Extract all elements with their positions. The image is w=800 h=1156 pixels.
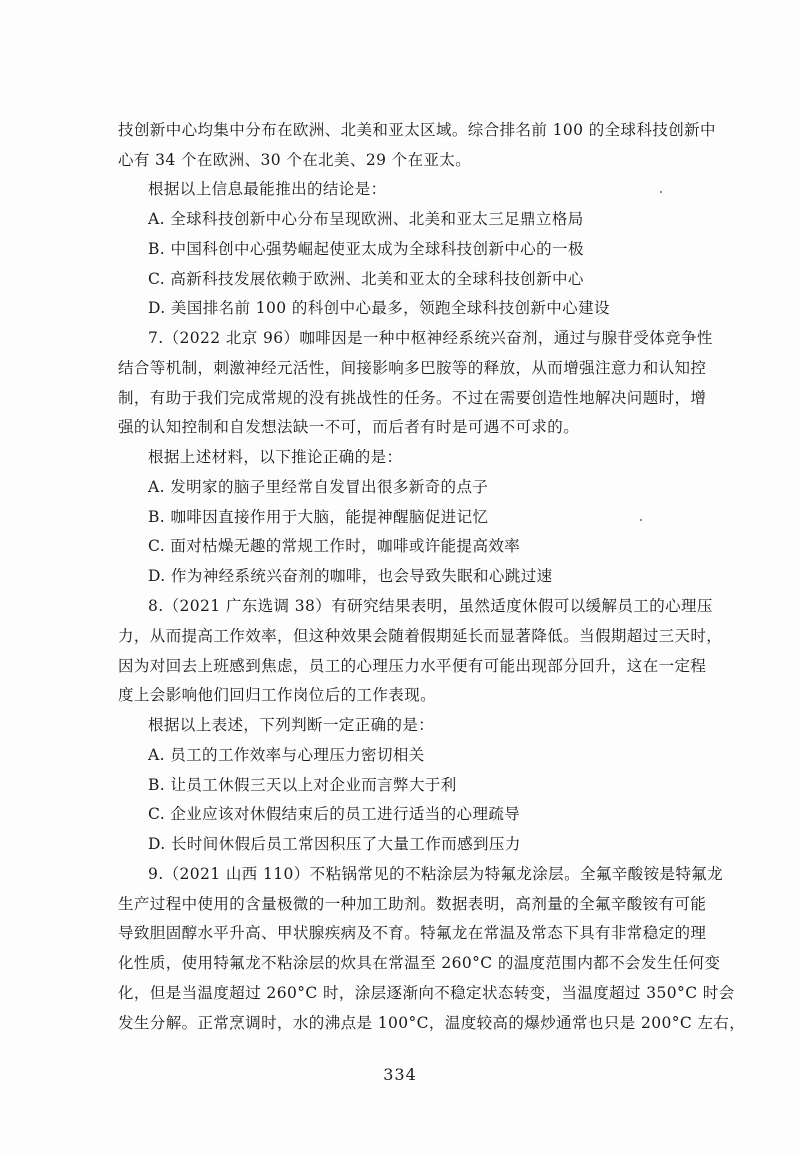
- q6-prompt: 根据以上信息最能推出的结论是：: [148, 180, 387, 198]
- page-number: 334: [383, 1065, 417, 1084]
- q7-option-d: D. 作为神经系统兴奋剂的咖啡，也会导致失眠和心跳过速: [148, 567, 553, 585]
- q7-stem-line-4: 强的认知控制和自发想法缺一不可，而后者有时是可遇不可求的。: [118, 418, 580, 436]
- q7-option-a: A. 发明家的脑子里经常自发冒出很多新奇的点子: [148, 478, 489, 496]
- q6-option-b: B. 中国科创中心强势崛起使亚太成为全球科技创新中心的一极: [148, 240, 584, 258]
- q8-stem-line-4: 度上会影响他们回归工作岗位后的工作表现。: [118, 686, 437, 704]
- q8-option-c: C. 企业应该对休假结束后的员工进行适当的心理疏导: [148, 805, 521, 823]
- q7-option-c: C. 面对枯燥无趣的常规工作时，咖啡或许能提高效率: [148, 537, 521, 555]
- scan-speck: [660, 191, 662, 193]
- q7-stem-line-3: 制，有助于我们完成常规的没有挑战性的任务。不过在需要创造性地解决问题时，增: [118, 389, 707, 407]
- q9-stem-line-1: 9.（2021 山西 110）不粘锅常见的不粘涂层为特氟龙涂层。全氟辛酸铵是特氟龙: [148, 865, 724, 883]
- q8-option-d: D. 长时间休假后员工常因积压了大量工作而感到压力: [148, 835, 521, 853]
- q8-stem-line-1: 8.（2021 广东选调 38）有研究结果表明，虽然适度休假可以缓解员工的心理压: [148, 597, 713, 615]
- q8-prompt: 根据以上表述，下列判断一定正确的是：: [148, 716, 435, 734]
- q9-stem-line-4: 化性质，使用特氟龙不粘涂层的炊具在常温至 260°C 的温度范围内都不会发生任何变: [118, 954, 721, 972]
- q8-option-a: A. 员工的工作效率与心理压力密切相关: [148, 746, 425, 764]
- q8-stem-line-2: 力，从而提高工作效率，但这种效果会随着假期延长而显著降低。当假期超过三天时，: [118, 627, 723, 645]
- q8-option-b: B. 让员工休假三天以上对企业而言弊大于利: [148, 776, 457, 794]
- q7-stem-line-1: 7.（2022 北京 96）咖啡因是一种中枢神经系统兴奋剂，通过与腺苷受体竞争性: [148, 329, 713, 347]
- scan-speck: [640, 519, 642, 521]
- q9-stem-line-5: 化，但是当温度超过 260°C 时，涂层逐渐向不稳定状态转变，当温度超过 350°C 时会: [118, 984, 735, 1002]
- q8-stem-line-3: 因为对回去上班感到焦虑，员工的心理压力水平便有可能出现部分回升，这在一定程: [118, 657, 707, 675]
- q7-stem-line-2: 结合等机制，刺激神经元活性，间接影响多巴胺等的释放，从而增强注意力和认知控: [118, 359, 707, 377]
- q7-option-b: B. 咖啡因直接作用于大脑，能提神醒脑促进记忆: [148, 508, 489, 526]
- intro-line-2: 心有 34 个在欧洲、30 个在北美、29 个在亚太。: [118, 151, 472, 169]
- q6-option-a: A. 全球科技创新中心分布呈现欧洲、北美和亚太三足鼎立格局: [148, 210, 584, 228]
- intro-line-1: 技创新中心均集中分布在欧洲、北美和亚太区域。综合排名前 100 的全球科技创新中: [118, 121, 716, 139]
- q6-option-d: D. 美国排名前 100 的科创中心最多，领跑全球科技创新中心建设: [148, 299, 610, 317]
- q7-prompt: 根据上述材料，以下推论正确的是：: [148, 448, 403, 466]
- q6-option-c: C. 高新科技发展依赖于欧洲、北美和亚太的全球科技创新中心: [148, 270, 584, 288]
- q9-stem-line-3: 导致胆固醇水平升高、甲状腺疾病及不育。特氟龙在常温及常态下具有非常稳定的理: [118, 924, 707, 942]
- q9-stem-line-2: 生产过程中使用的含量极微的一种加工助剂。数据表明，高剂量的全氟辛酸铵有可能: [118, 895, 707, 913]
- q9-stem-line-6: 发生分解。正常烹调时，水的沸点是 100°C，温度较高的爆炒通常也只是 200°C 左右，: [118, 1014, 746, 1032]
